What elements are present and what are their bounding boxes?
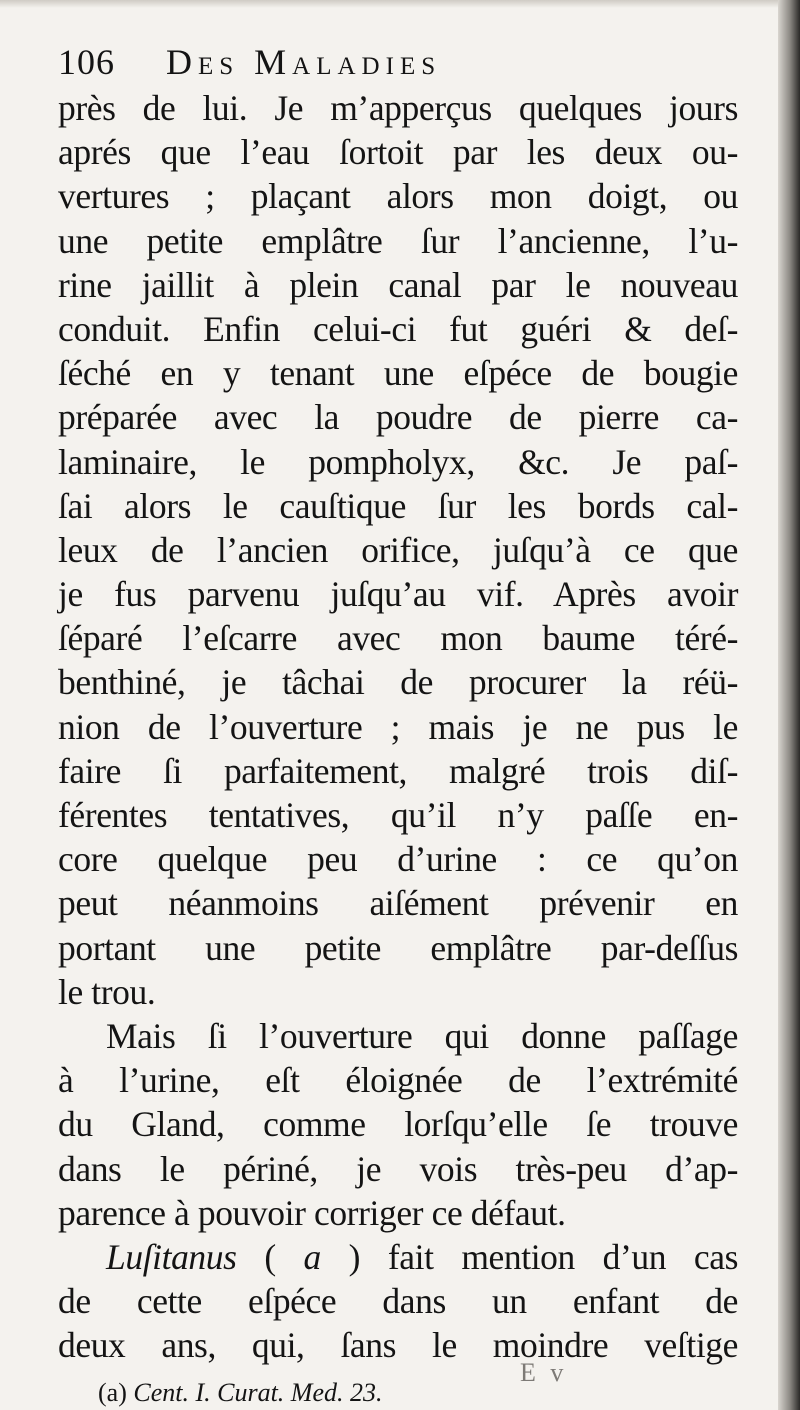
text-line: rine jaillit à plein canal par le nouveau xyxy=(58,264,738,305)
text-line: préparée avec la poudre de pierre ca- xyxy=(58,397,738,438)
text-line: près de lui. Je m’apperçus quelques jours xyxy=(58,88,738,128)
text-line: benthiné, je tâchai de procurer la réü- xyxy=(58,662,738,703)
text-line: faire ſi parfaitement, malgré trois diſ- xyxy=(58,750,738,791)
signature-mark: E v xyxy=(520,1358,568,1387)
text-line: à l’urine, eſt éloignée de l’extrémité xyxy=(58,1060,738,1101)
text-line: leux de l’ancien orifice, juſqu’à ce que xyxy=(58,529,738,570)
footnote xyxy=(58,1373,738,1410)
text-line: deux ans, qui, ſans le moindre veſtige xyxy=(58,1325,738,1366)
text-line: le trou. xyxy=(58,971,156,1012)
footnote-text: Cent. I. Curat. Med. 23. xyxy=(133,1378,383,1408)
text-fragment: ( xyxy=(236,1236,304,1277)
text-line: Mais ſi l’ouverture qui donne paſſage xyxy=(106,1015,738,1056)
text-line: nion de l’ouverture ; mais je ne pus le xyxy=(58,706,738,747)
scan-top-shadow xyxy=(0,0,800,8)
text-line: je fus parvenu juſqu’au vif. Après avoir xyxy=(58,574,738,615)
text-line: portant une petite emplâtre par-deſſus xyxy=(58,927,738,968)
paragraph-3 xyxy=(58,1235,738,1368)
text-line: aprés que l’eau ſortoit par les deux ou- xyxy=(58,132,738,173)
running-title: Des Maladies xyxy=(166,42,442,82)
text-line: férentes tentatives, qu’il n’y paſſe en- xyxy=(58,795,738,835)
text-line: peut néanmoins aiſément prévenir en xyxy=(58,883,738,924)
text-line: une petite emplâtre ſur l’ancienne, l’u- xyxy=(58,220,738,261)
footnote-mark: (a) xyxy=(98,1378,127,1408)
text-block xyxy=(58,38,738,1410)
text-line xyxy=(58,1235,738,1279)
running-head xyxy=(58,38,738,86)
text-line: conduit. Enfin celui-ci fut guéri & deſ- xyxy=(58,308,738,349)
text-line: ſai alors le cauſtique ſur les bords cal- xyxy=(58,485,738,526)
page-number: 106 xyxy=(58,42,115,82)
text-line: parence à pouvoir corriger ce défaut. xyxy=(58,1192,566,1233)
text-line: ſéché en y tenant une eſpéce de bougie xyxy=(58,353,738,394)
scan-right-edge xyxy=(778,0,800,1410)
text-line: vertures ; plaçant alors mon doigt, ou xyxy=(58,176,738,217)
author-name: Luſitanus xyxy=(106,1236,237,1277)
text-line: ſéparé l’eſcarre avec mon baume téré- xyxy=(58,618,738,659)
text-line: dans le périné, je vois très-peu d’ap- xyxy=(58,1148,738,1189)
paragraph-2 xyxy=(58,1014,738,1235)
text-line: core quelque peu d’urine : ce qu’on xyxy=(58,839,738,880)
text-line: laminaire, le pompholyx, &c. Je paſ- xyxy=(58,441,738,482)
text-line: du Gland, comme lorſqu’elle ſe trouve xyxy=(58,1104,738,1145)
paragraph-1 xyxy=(58,86,738,1014)
text-fragment: ) fait mention d’un cas xyxy=(320,1236,738,1277)
text-line: de cette eſpéce dans un enfant de xyxy=(58,1281,738,1322)
note-reference: a xyxy=(303,1236,321,1277)
